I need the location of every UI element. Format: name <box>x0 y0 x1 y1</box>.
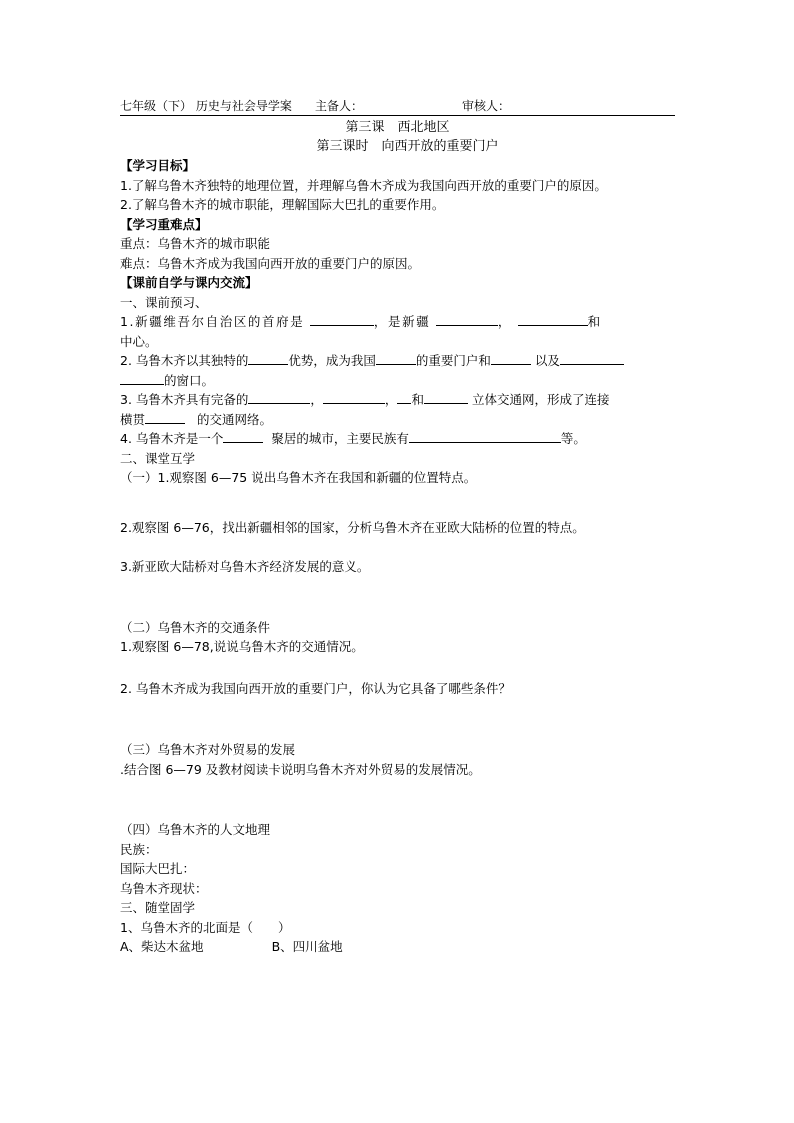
blank-4a[interactable] <box>223 429 263 443</box>
blank-1c[interactable] <box>518 312 588 326</box>
question-2-cont: 的窗口。 <box>120 371 675 391</box>
blank-3d[interactable] <box>424 390 468 404</box>
section2-heading: （二）乌鲁木齐的交通条件 <box>120 619 271 635</box>
author-label: 主备人： <box>315 99 364 113</box>
section1-question1: （一）1.观察图 6—75 说出乌鲁木齐在我国和新疆的位置特点。 <box>120 470 477 485</box>
part2-heading: 二、课堂互学 <box>120 450 196 466</box>
part1-heading: 一、课前预习、 <box>120 294 208 310</box>
goals-heading: 【学习目标】 <box>120 158 196 173</box>
blank-3a[interactable] <box>248 390 310 404</box>
keypoints-heading: 【学习重难点】 <box>120 216 208 232</box>
preview-heading: 【课前自学与课内交流】 <box>120 275 258 290</box>
answer-space[interactable] <box>120 698 675 740</box>
part3-heading: 三、随堂固学 <box>120 900 196 915</box>
blank-4b[interactable] <box>409 429 561 443</box>
option-a[interactable]: A、柴达木盆地 <box>120 939 204 954</box>
blank-1a[interactable] <box>310 312 374 326</box>
blank-2d[interactable] <box>560 351 624 365</box>
blank-3e[interactable] <box>145 410 185 424</box>
blank-3b[interactable] <box>323 390 385 404</box>
answer-space[interactable] <box>120 779 675 820</box>
section1-question3: 3.新亚欧大陆桥对乌鲁木齐经济发展的意义。 <box>120 559 370 574</box>
blank-3c[interactable] <box>397 390 411 404</box>
answer-space[interactable] <box>120 537 675 557</box>
grade-subject: 七年级（下） 历史与社会导学案 <box>120 99 292 113</box>
answer-space[interactable] <box>120 657 675 679</box>
question-3-cont: 横贯 的交通网络。 <box>120 411 272 427</box>
ethnic-label: 民族： <box>120 841 158 857</box>
section2-question1: 1.观察图 6—78,说说乌鲁木齐的交通情况。 <box>120 639 364 654</box>
answer-space[interactable] <box>120 577 675 618</box>
worksheet-content <box>120 97 675 957</box>
question-1: 1.新疆维吾尔自治区的首府是 ，是新疆 ， 和 <box>120 314 602 329</box>
answer-space[interactable] <box>120 488 675 518</box>
lesson-title: 第三课 西北地区 <box>345 120 450 135</box>
page-header <box>120 97 675 116</box>
difficult-point: 难点：乌鲁木齐成为我国向西开放的重要门户的原因。 <box>120 255 421 271</box>
blank-1b[interactable] <box>436 312 498 326</box>
section3-heading: （三）乌鲁木齐对外贸易的发展 <box>120 742 296 757</box>
question-2: 2. 乌鲁木齐以其独特的 优势，成为我国 的重要门户和 以及 <box>120 351 675 371</box>
blank-2a[interactable] <box>248 351 288 365</box>
question-1-cont: 中心。 <box>120 333 158 349</box>
blank-2c[interactable] <box>491 351 531 365</box>
question-4: 4. 乌鲁木齐是一个 聚居的城市，主要民族有 等。 <box>120 431 586 446</box>
reviewer-label: 审核人： <box>462 99 511 113</box>
question-3: 3. 乌鲁木齐具有完备的 ， ， 和 立体交通网，形成了连接 <box>120 392 610 407</box>
lesson-subtitle: 第三课时 向西开放的重要门户 <box>316 139 499 154</box>
bazaar-label: 国际大巴扎： <box>120 861 196 876</box>
section1-question2: 2.观察图 6—76，找出新疆相邻的国家，分析乌鲁木齐在亚欧大陆桥的位置的特点。 <box>120 519 585 535</box>
practice-options <box>120 937 675 957</box>
option-b[interactable]: B、四川盆地 <box>271 939 343 954</box>
key-point: 重点：乌鲁木齐的城市职能 <box>120 236 271 251</box>
section4-heading: （四）乌鲁木齐的人文地理 <box>120 822 271 837</box>
status-label: 乌鲁木齐现状： <box>120 880 208 896</box>
blank-2b[interactable] <box>376 351 416 365</box>
goal-item: 1.了解乌鲁木齐独特的地理位置，并理解乌鲁木齐成为我国向西开放的重要门户的原因。 <box>120 177 607 193</box>
section3-question1: .结合图 6—79 及教材阅读卡说明乌鲁木齐对外贸易的发展情况。 <box>120 761 481 777</box>
practice-question1: 1、乌鲁木齐的北面是（ ） <box>120 919 291 935</box>
section2-question2: 2. 乌鲁木齐成为我国向西开放的重要门户，你认为它具备了哪些条件？ <box>120 680 511 696</box>
blank-2e[interactable] <box>120 371 164 385</box>
goal-item: 2.了解乌鲁木齐的城市职能，理解国际大巴扎的重要作用。 <box>120 197 445 212</box>
